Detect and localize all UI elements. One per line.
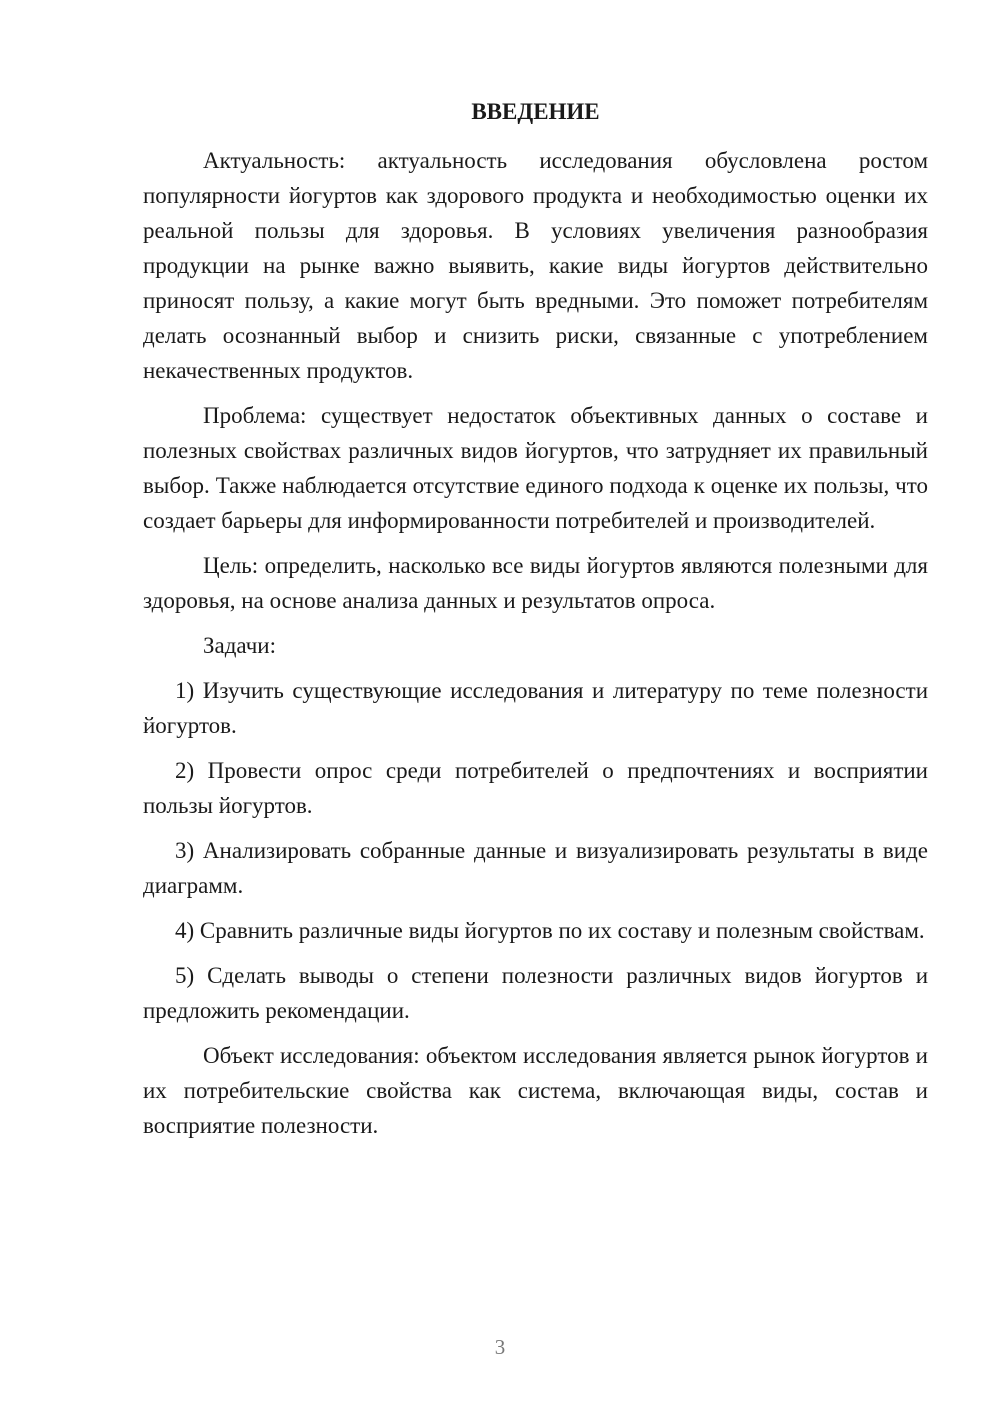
problem-paragraph: Проблема: существует недостаток объективных данных о составе и полезных свойствах различных видов йогуртов, что затрудняет их правильный выбор. Также наблюдается отсутствие единого подхода к оценке их пользы, что создает барьеры для информированности потребителей и производителей. [143,403,928,533]
task-item: 3) Анализировать собранные данные и визуализировать результаты в виде диаграмм. [143,838,928,898]
goal-paragraph: Цель: определить, насколько все виды йогуртов являются полезными для здоровья, на основе анализа данных и результатов опроса. [143,553,928,613]
page-body [143,94,928,1153]
relevance-paragraph: Актуальность: актуальность исследования обусловлена ростом популярности йогуртов как здорового продукта и необходимостью оценки их реальной пользы для здоровья. В условиях увеличения разнообразия продукции на рынке важно выявить, какие виды йогуртов действительно приносят пользу, а какие могут быть вредными. Это поможет потребителям делать осознанный выбор и снизить риски, связанные с употреблением некачественных продуктов. [143,148,928,383]
tasks-list [143,673,928,1028]
task-item: 4) Сравнить различные виды йогуртов по их составу и полезным свойствам. [175,918,925,943]
page-number: 3 [494,1335,506,1359]
task-item: 2) Провести опрос среди потребителей о предпочтениях и восприятии пользы йогуртов. [143,758,928,818]
section-heading: ВВЕДЕНИЕ [471,99,600,124]
object-paragraph: Объект исследования: объектом исследования является рынок йогуртов и их потребительские свойства как система, включающая виды, состав и восприятие полезности. [143,1043,928,1138]
tasks-label: Задачи: [203,633,276,658]
task-item: 5) Сделать выводы о степени полезности различных видов йогуртов и предложить рекомендации. [143,963,928,1023]
task-item: 1) Изучить существующие исследования и литературу по теме полезности йогуртов. [143,678,928,738]
